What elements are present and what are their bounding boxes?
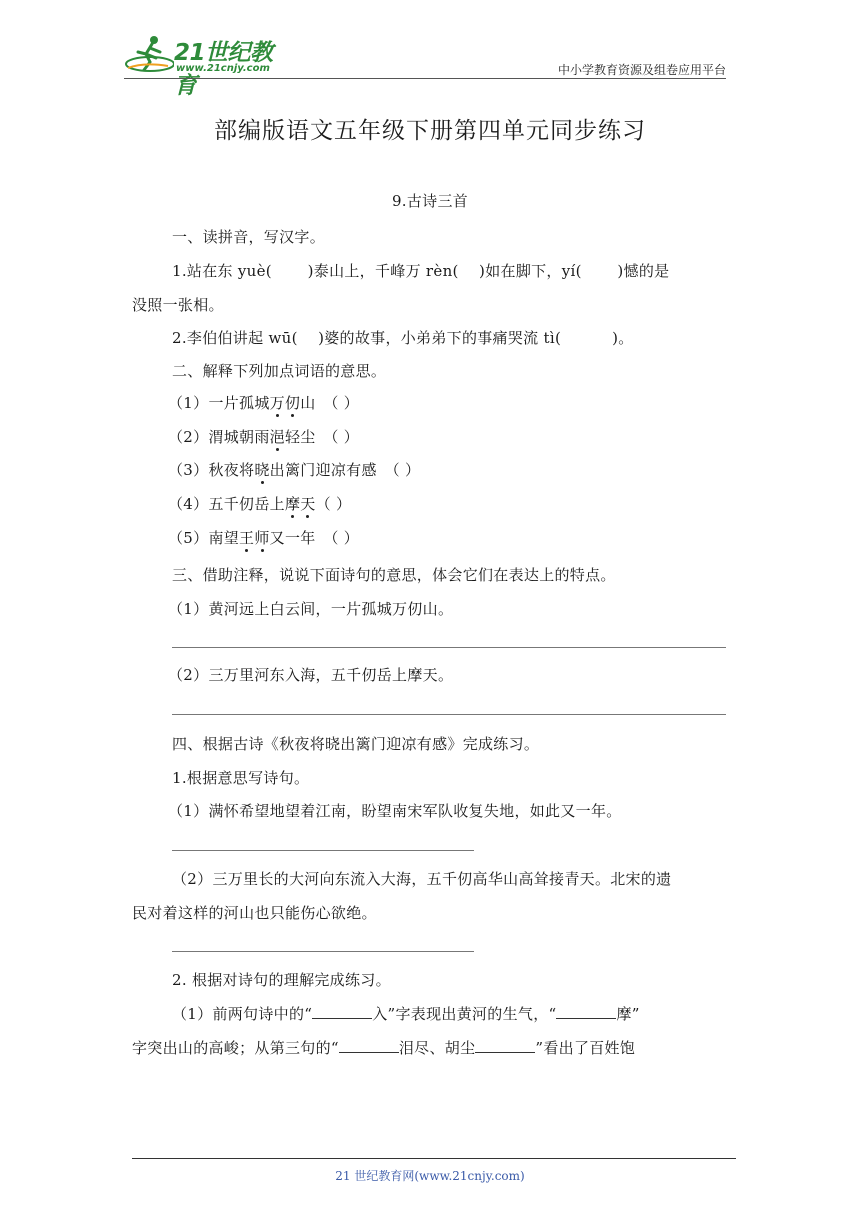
runner-logo-icon <box>124 32 174 76</box>
s3-answer-line-1[interactable] <box>172 647 726 648</box>
s2-item-1: （1）一片孤城万仞山 （ ） <box>168 394 360 412</box>
section-2-heading: 二、解释下列加点词语的意思。 <box>172 362 387 380</box>
s1-question-2: 2.李伯伯讲起 wū( )婆的故事，小弟弟下的事痛哭流 tì( )。 <box>172 329 634 347</box>
s4-answer-line-1[interactable] <box>172 850 474 851</box>
s4-answer-line-2[interactable] <box>172 951 474 952</box>
s2-item-2: （2）渭城朝雨浥轻尘 （ ） <box>168 428 360 446</box>
platform-name: 中小学教育资源及组卷应用平台 <box>557 63 726 77</box>
footer: 21 世纪教育网(www.21cnjy.com) <box>335 1169 525 1183</box>
blank-2[interactable] <box>556 1004 616 1019</box>
section-1-heading: 一、读拼音，写汉字。 <box>172 228 326 246</box>
s2-item-5: （5）南望王师又一年 （ ） <box>168 529 360 547</box>
logo-text: 21世纪教育 <box>174 40 273 99</box>
s2-item-4: （4）五千仞岳上摩天（ ） <box>168 495 352 513</box>
s4-question-1: （1）满怀希望地望着江南，盼望南宋军队收复失地，如此又一年。 <box>168 802 622 820</box>
lesson-title: 9.古诗三首 <box>391 192 469 210</box>
s4-question-2-line-1: （2）三万里长的大河向东流入大海，五千仞高华山高耸接青天。北宋的遗 <box>172 870 672 888</box>
s4-question-3-line-2: 字突出山的高峻；从第三句的“ 泪尽、胡尘 ”看出了百姓饱 <box>132 1039 636 1057</box>
page-title: 部编版语文五年级下册第四单元同步练习 <box>214 118 646 144</box>
blank-1[interactable] <box>312 1004 372 1019</box>
s3-question-1: （1）黄河远上白云间，一片孤城万仞山。 <box>168 600 454 618</box>
page-header <box>124 28 726 99</box>
s4-sub-2: 2. 根据对诗句的理解完成练习。 <box>172 971 391 989</box>
s4-sub-1: 1.根据意思写诗句。 <box>172 769 310 787</box>
s4-question-3-line-1: （1）前两句诗中的“ 入”字表现出黄河的生气，“ 摩” <box>172 1005 640 1023</box>
blank-3[interactable] <box>339 1038 399 1053</box>
s2-item-3: （3）秋夜将晓出篱门迎凉有感 （ ） <box>168 461 421 479</box>
blank-4[interactable] <box>475 1038 535 1053</box>
logo <box>124 32 294 99</box>
s1-question-1-line-2: 没照一张相。 <box>132 296 224 314</box>
section-3-heading: 三、借助注释，说说下面诗句的意思，体会它们在表达上的特点。 <box>172 566 616 584</box>
section-4-heading: 四、根据古诗《秋夜将晓出篱门迎凉有感》完成练习。 <box>172 735 540 753</box>
header-divider <box>124 78 726 79</box>
s1-question-1-line-1: 1.站在东 yuè( )泰山上，千峰万 rèn( )如在脚下，yí( )憾的是 <box>172 262 670 280</box>
s3-question-2: （2）三万里河东入海，五千仞岳上摩天。 <box>168 666 454 684</box>
s3-answer-line-2[interactable] <box>172 714 726 715</box>
s4-question-2-line-2: 民对着这样的河山也只能伤心欲绝。 <box>132 904 377 922</box>
footer-divider <box>132 1158 736 1159</box>
logo-url: www.21cnjy.com <box>176 63 270 74</box>
